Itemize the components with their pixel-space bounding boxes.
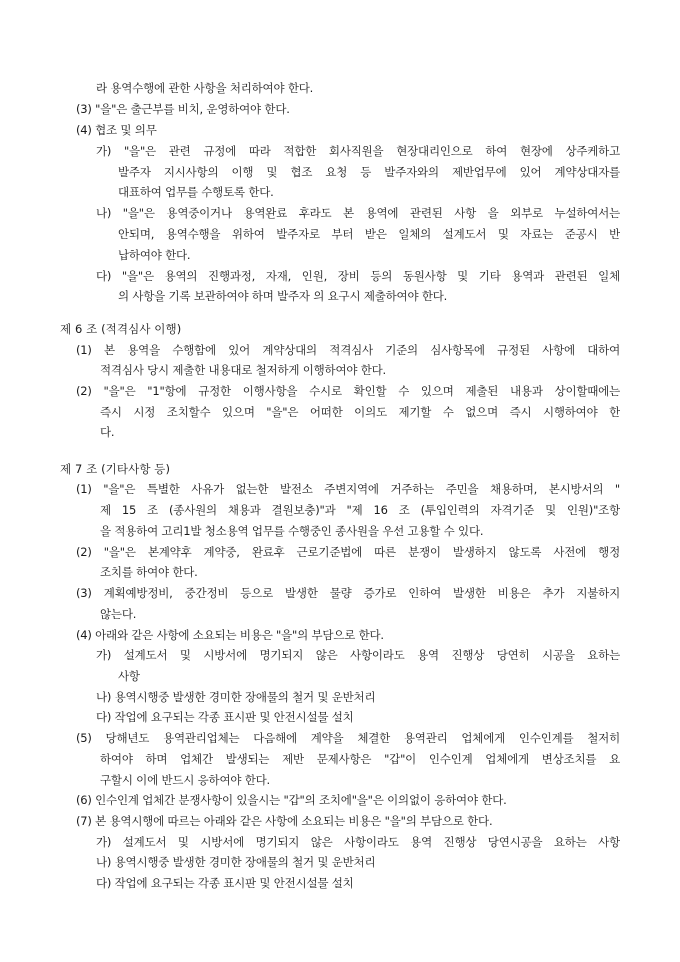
- text-line: 조치를 하여야 한다.: [100, 565, 198, 579]
- text-line: 안되며, 용역수행을 위하여 발주자로 부터 받은 일체의 설계도서 및 자료는 준공시 반: [118, 227, 620, 241]
- text-line: 다.: [100, 425, 115, 439]
- text-line: (1) 본 용역을 수행함에 있어 계약상대의 적격심사 기준의 심사항목에 규정된 사항에 대하여: [76, 343, 620, 357]
- text-line: (7) 본 용역시행에 따르는 아래와 같은 사항에 소요되는 비용은 "을"의 부담으로 한다.: [76, 814, 493, 828]
- text-line: 다) "을"은 용역의 진행과정, 자재, 인원, 장비 등의 동원사항 및 기타 용역과 관련된 일체: [96, 269, 620, 283]
- text-line: 사항: [118, 669, 140, 683]
- article-heading: 제 6 조 (적격심사 이행): [60, 322, 182, 336]
- text-line: (3) "을"은 출근부를 비치, 운영하여야 한다.: [76, 102, 290, 116]
- text-line: 다) 작업에 요구되는 각종 표시판 및 안전시설물 설치: [96, 710, 354, 724]
- text-line: 가) 설계도서 및 시방서에 명기되지 않은 사항이라도 용역 진행상 당연시공을 요하는 사항: [96, 835, 620, 849]
- text-line: 나) 용역시행중 발생한 경미한 장애물의 철거 및 운반처리: [96, 690, 376, 704]
- text-line: 다) 작업에 요구되는 각종 표시판 및 안전시설물 설치: [96, 876, 354, 890]
- text-line: (6) 인수인계 업체간 분쟁사항이 있을시는 "갑"의 조치에"을"은 이의없이 응하여야 한다.: [76, 793, 507, 807]
- text-line: 발주자 지시사항의 이행 및 협조 요청 등 발주자와의 제반업무에 있어 계약상대자를: [118, 165, 620, 179]
- text-line: 의 사항을 기록 보관하여야 하며 발주자 의 요구시 제출하여야 한다.: [118, 289, 448, 303]
- text-line: 않는다.: [100, 607, 137, 621]
- text-line: 가) "을"은 관련 규정에 따라 적합한 회사직원을 현장대리인으로 하여 현장에 상주케하고: [96, 144, 620, 158]
- text-line: (5) 당해년도 용역관리업체는 다음해에 계약을 체결한 용역관리 업체에게 인수인계를 철저히: [76, 731, 620, 745]
- text-line: 구할시 이에 반드시 응하여야 한다.: [100, 773, 271, 787]
- text-line: 적격심사 당시 제출한 내용대로 철저하게 이행하여야 한다.: [100, 363, 387, 377]
- text-line: 즉시 시정 조치할수 있으며 "을"은 어떠한 이의도 제기할 수 없으며 즉시 시행하여야 한: [100, 405, 620, 419]
- article-heading: 제 7 조 (기타사항 등): [60, 462, 171, 476]
- text-line: 제 15 조 (종사원의 채용과 결원보충)"과 "제 16 조 (투입인력의 자격기준 및 인원)"조항: [100, 503, 620, 517]
- text-line: (4) 협조 및 의무: [76, 123, 157, 137]
- text-line: (4) 아래와 같은 사항에 소요되는 비용은 "을"의 부담으로 한다.: [76, 628, 384, 642]
- text-line: 납하여야 한다.: [118, 248, 191, 262]
- text-line: 나) 용역시행중 발생한 경미한 장애물의 철거 및 운반처리: [96, 855, 376, 869]
- text-line: 대표하여 업무를 수행토록 한다.: [118, 185, 274, 199]
- text-line: (3) 계획예방정비, 중간정비 등으로 발생한 물량 증가로 인하여 발생한 비용은 추가 지불하지: [76, 586, 620, 600]
- text-line: 라 용역수행에 관한 사항을 처리하여야 한다.: [96, 81, 314, 95]
- text-line: 가) 설계도서 및 시방서에 명기되지 않은 사항이라도 용역 진행상 당연히 시공을 요하는: [96, 648, 620, 662]
- text-line: (2) "을"은 "1"항에 규정한 이행사항을 수시로 확인할 수 있으며 제출된 내용과 상이할때에는: [76, 384, 620, 398]
- text-line: (2) "을"은 본계약후 계약중, 완료후 근로기준법에 따른 분쟁이 발생하지 않도록 사전에 행정: [76, 545, 620, 559]
- text-line: 을 적용하여 고리1발 청소용역 업무를 수행중인 종사원을 우선 고용할 수 있다.: [100, 524, 484, 538]
- text-line: 하여야 하며 업체간 발생되는 제반 문제사항은 "갑"이 인수인계 업체에게 변상조치를 요: [100, 752, 620, 766]
- text-line: (1) "을"은 특별한 사유가 없는한 발전소 주변지역에 거주하는 주민을 채용하며, 본시방서의 ": [76, 482, 620, 496]
- text-line: 나) "을"은 용역중이거나 용역완료 후라도 본 용역에 관련된 사항 을 외부로 누설하여서는: [96, 206, 620, 220]
